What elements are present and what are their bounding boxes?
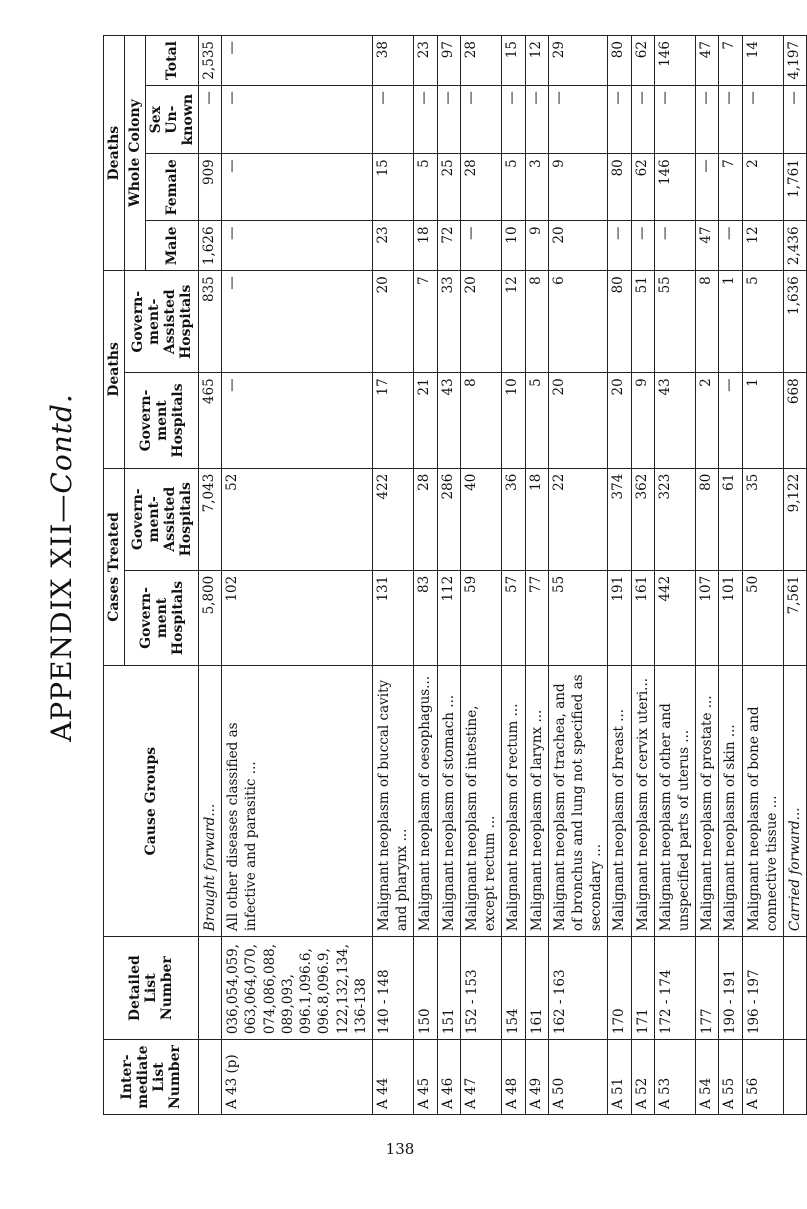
detailed-list-number: 162 - 163 [548, 937, 608, 1040]
cf-deaths-govt: 668 [784, 373, 807, 468]
header-total: Total [146, 36, 199, 86]
inter-list-number: A 49 [525, 1040, 548, 1115]
cause-group: Malignant neoplasm of skin ... [719, 666, 742, 937]
cases-govt: 55 [548, 570, 608, 665]
cases-assisted: 18 [525, 468, 548, 570]
deaths-male: 20 [548, 221, 608, 271]
cf-female: 1,761 [784, 154, 807, 221]
deaths-govt: 10 [502, 373, 525, 468]
cases-assisted: 61 [719, 468, 742, 570]
bf-male: 1,626 [199, 221, 222, 271]
header-cause-groups: Cause Groups [104, 666, 199, 937]
contd-label: Contd. [45, 393, 78, 494]
header-cases-assisted: Govern-ment-Assisted Hospitals [125, 468, 199, 570]
detailed-list-number: 172 - 174 [654, 937, 695, 1040]
cases-govt: 107 [696, 570, 719, 665]
deaths-assisted: 12 [502, 271, 525, 373]
header-cases-treated: Cases Treated [104, 468, 125, 665]
deaths-unknown: — [654, 86, 695, 154]
deaths-assisted: — [222, 271, 373, 373]
deaths-unknown: — [548, 86, 608, 154]
cause-group: Malignant neoplasm of larynx ... [525, 666, 548, 937]
cause-group: Malignant neoplasm of bone and connective tissue ... [742, 666, 783, 937]
deaths-total: 62 [631, 36, 654, 86]
deaths-male: 72 [437, 221, 460, 271]
deaths-total: 14 [742, 36, 783, 86]
cause-group: All other diseases classified as infective and parasitic ... [222, 666, 373, 937]
deaths-total: 23 [414, 36, 437, 86]
deaths-total: 47 [696, 36, 719, 86]
header-male: Male [146, 221, 199, 271]
deaths-govt: 21 [414, 373, 437, 468]
deaths-female: 62 [631, 154, 654, 221]
deaths-assisted: 20 [460, 271, 501, 373]
cases-govt: 101 [719, 570, 742, 665]
cases-assisted: 22 [548, 468, 608, 570]
inter-list-number: A 53 [654, 1040, 695, 1115]
deaths-total: 146 [654, 36, 695, 86]
table-row [525, 36, 548, 1115]
table-row [437, 36, 460, 1115]
deaths-male: — [608, 221, 631, 271]
table-row [460, 36, 501, 1115]
brought-forward-label: Brought forward... [199, 666, 222, 937]
deaths-govt: 20 [608, 373, 631, 468]
detailed-list-number: 036,054,059, 063,064,070, 074,086,088, 089,093, 096.1,096.6, 096.8,096.9, 122,132,134, 136-138 [222, 937, 373, 1040]
inter-list-number: A 46 [437, 1040, 460, 1115]
detailed-list-number: 190 - 191 [719, 937, 742, 1040]
header-inter-list: Inter-mediate List Number [104, 1040, 199, 1115]
inter-list-number: A 47 [460, 1040, 501, 1115]
cf-cases-assisted: 9,122 [784, 468, 807, 570]
cause-group: Malignant neoplasm of breast ... [608, 666, 631, 937]
deaths-total: 97 [437, 36, 460, 86]
deaths-unknown: — [631, 86, 654, 154]
header-cases-govt: Govern-ment Hospitals [125, 570, 199, 665]
deaths-total: 28 [460, 36, 501, 86]
header-deaths-assisted: Govern-ment-Assisted Hospitals [125, 271, 199, 373]
table-row [654, 36, 695, 1115]
cases-govt: 131 [372, 570, 413, 665]
carried-forward-label: Carried forward... [784, 666, 807, 937]
inter-list-number: A 44 [372, 1040, 413, 1115]
cases-assisted: 286 [437, 468, 460, 570]
deaths-male: 47 [696, 221, 719, 271]
cases-govt: 102 [222, 570, 373, 665]
deaths-female: 146 [654, 154, 695, 221]
deaths-govt: 1 [742, 373, 783, 468]
deaths-assisted: 5 [742, 271, 783, 373]
deaths-male: 18 [414, 221, 437, 271]
deaths-govt: 2 [696, 373, 719, 468]
deaths-assisted: 6 [548, 271, 608, 373]
inter-list-number: A 52 [631, 1040, 654, 1115]
table-row [502, 36, 525, 1115]
bf-female: 909 [199, 154, 222, 221]
deaths-assisted: 7 [414, 271, 437, 373]
page-heading [45, 10, 78, 1125]
deaths-unknown: — [414, 86, 437, 154]
deaths-total: 7 [719, 36, 742, 86]
header-deaths-colony: Deaths [104, 36, 125, 271]
deaths-male: 9 [525, 221, 548, 271]
cause-group: Malignant neoplasm of oesophagus... [414, 666, 437, 937]
deaths-assisted: 51 [631, 271, 654, 373]
deaths-unknown: — [502, 86, 525, 154]
inter-list-number: A 45 [414, 1040, 437, 1115]
deaths-male: 10 [502, 221, 525, 271]
deaths-govt: 20 [548, 373, 608, 468]
deaths-unknown: — [437, 86, 460, 154]
deaths-male: 12 [742, 221, 783, 271]
table-row [372, 36, 413, 1115]
table-row [696, 36, 719, 1115]
cf-unknown: — [784, 86, 807, 154]
cases-assisted: 28 [414, 468, 437, 570]
cases-assisted: 36 [502, 468, 525, 570]
header-deaths-hospitals: Deaths [104, 271, 125, 468]
deaths-female: 3 [525, 154, 548, 221]
header-deaths-govt: Govern-ment Hospitals [125, 373, 199, 468]
deaths-unknown: — [719, 86, 742, 154]
deaths-female: — [222, 154, 373, 221]
deaths-total: 12 [525, 36, 548, 86]
table-row [742, 36, 783, 1115]
cases-govt: 161 [631, 570, 654, 665]
cases-assisted: 323 [654, 468, 695, 570]
cases-assisted: 35 [742, 468, 783, 570]
cases-assisted: 422 [372, 468, 413, 570]
cases-govt: 83 [414, 570, 437, 665]
table-row [608, 36, 631, 1115]
detailed-list-number: 177 [696, 937, 719, 1040]
bf-cases-govt: 5,800 [199, 570, 222, 665]
cause-group: Malignant neoplasm of prostate ... [696, 666, 719, 937]
deaths-total: 15 [502, 36, 525, 86]
detailed-list-number: 196 - 197 [742, 937, 783, 1040]
deaths-assisted: 1 [719, 271, 742, 373]
bf-unknown: — [199, 86, 222, 154]
cases-govt: 112 [437, 570, 460, 665]
deaths-unknown: — [222, 86, 373, 154]
detailed-list-number: 161 [525, 937, 548, 1040]
deaths-female: 15 [372, 154, 413, 221]
deaths-unknown: — [372, 86, 413, 154]
detailed-list-number: 150 [414, 937, 437, 1040]
deaths-unknown: — [460, 86, 501, 154]
cases-assisted: 40 [460, 468, 501, 570]
cause-group: Malignant neoplasm of rectum ... [502, 666, 525, 937]
deaths-assisted: 20 [372, 271, 413, 373]
header-detailed-list: Detailed List Number [104, 937, 199, 1040]
carried-forward-row [784, 36, 807, 1115]
deaths-unknown: — [525, 86, 548, 154]
cases-assisted: 362 [631, 468, 654, 570]
table-row [414, 36, 437, 1115]
statistics-table [103, 35, 807, 1115]
deaths-male: — [631, 221, 654, 271]
deaths-govt: — [719, 373, 742, 468]
deaths-female: 9 [548, 154, 608, 221]
deaths-assisted: 8 [696, 271, 719, 373]
deaths-female: 25 [437, 154, 460, 221]
cases-assisted: 80 [696, 468, 719, 570]
table-row [222, 36, 373, 1115]
deaths-assisted: 33 [437, 271, 460, 373]
header-sex-unknown: Sex Un-known [146, 86, 199, 154]
deaths-male: — [460, 221, 501, 271]
detailed-list-number: 152 - 153 [460, 937, 501, 1040]
table-row [719, 36, 742, 1115]
deaths-male: — [654, 221, 695, 271]
cause-group: Malignant neoplasm of other and unspecified parts of uterus ... [654, 666, 695, 937]
inter-list-number: A 55 [719, 1040, 742, 1115]
deaths-female: 7 [719, 154, 742, 221]
cf-male: 2,436 [784, 221, 807, 271]
deaths-female: — [696, 154, 719, 221]
cause-group: Malignant neoplasm of stomach ... [437, 666, 460, 937]
bf-deaths-govt: 465 [199, 373, 222, 468]
cause-group: Malignant neoplasm of buccal cavity and pharynx ... [372, 666, 413, 937]
deaths-total: 29 [548, 36, 608, 86]
cases-govt: 442 [654, 570, 695, 665]
deaths-female: 5 [414, 154, 437, 221]
detailed-list-number: 171 [631, 937, 654, 1040]
deaths-unknown: — [742, 86, 783, 154]
deaths-male: — [222, 221, 373, 271]
rotated-page [45, 10, 804, 1125]
inter-list-number: A 43 (p) [222, 1040, 373, 1115]
cause-group: Malignant neoplasm of trachea, and of bronchus and lung not specified as secondary ... [548, 666, 608, 937]
deaths-male: 23 [372, 221, 413, 271]
cases-assisted: 52 [222, 468, 373, 570]
deaths-govt: 17 [372, 373, 413, 468]
deaths-assisted: 8 [525, 271, 548, 373]
cases-govt: 59 [460, 570, 501, 665]
deaths-female: 2 [742, 154, 783, 221]
deaths-govt: 5 [525, 373, 548, 468]
appendix-title: APPENDIX XII— [45, 493, 78, 742]
deaths-total: — [222, 36, 373, 86]
deaths-unknown: — [608, 86, 631, 154]
bf-cases-assisted: 7,043 [199, 468, 222, 570]
deaths-total: 38 [372, 36, 413, 86]
cf-total: 4,197 [784, 36, 807, 86]
header-whole-colony: Whole Colony [125, 36, 146, 271]
detailed-list-number: 154 [502, 937, 525, 1040]
deaths-female: 28 [460, 154, 501, 221]
inter-list-number: A 56 [742, 1040, 783, 1115]
deaths-female: 5 [502, 154, 525, 221]
inter-list-number: A 48 [502, 1040, 525, 1115]
deaths-female: 80 [608, 154, 631, 221]
cause-group: Malignant neoplasm of intestine, except rectum ... [460, 666, 501, 937]
inter-list-number: A 50 [548, 1040, 608, 1115]
inter-list-number: A 51 [608, 1040, 631, 1115]
cases-govt: 77 [525, 570, 548, 665]
cf-deaths-assisted: 1,636 [784, 271, 807, 373]
cases-govt: 57 [502, 570, 525, 665]
deaths-assisted: 55 [654, 271, 695, 373]
detailed-list-number: 140 - 148 [372, 937, 413, 1040]
cause-group: Malignant neoplasm of cervix uteri... [631, 666, 654, 937]
cases-govt: 50 [742, 570, 783, 665]
page-number: 138 [385, 1140, 415, 1158]
detailed-list-number: 170 [608, 937, 631, 1040]
cases-govt: 191 [608, 570, 631, 665]
deaths-assisted: 80 [608, 271, 631, 373]
cf-cases-govt: 7,561 [784, 570, 807, 665]
deaths-govt: 43 [437, 373, 460, 468]
bf-total: 2,535 [199, 36, 222, 86]
deaths-govt: 9 [631, 373, 654, 468]
deaths-male: — [719, 221, 742, 271]
cases-assisted: 374 [608, 468, 631, 570]
bf-deaths-assisted: 835 [199, 271, 222, 373]
deaths-unknown: — [696, 86, 719, 154]
detailed-list-number: 151 [437, 937, 460, 1040]
table-row [548, 36, 608, 1115]
header-female: Female [146, 154, 199, 221]
brought-forward-row [199, 36, 222, 1115]
deaths-govt: 43 [654, 373, 695, 468]
inter-list-number: A 54 [696, 1040, 719, 1115]
table-row [631, 36, 654, 1115]
deaths-govt: 8 [460, 373, 501, 468]
deaths-govt: — [222, 373, 373, 468]
deaths-total: 80 [608, 36, 631, 86]
